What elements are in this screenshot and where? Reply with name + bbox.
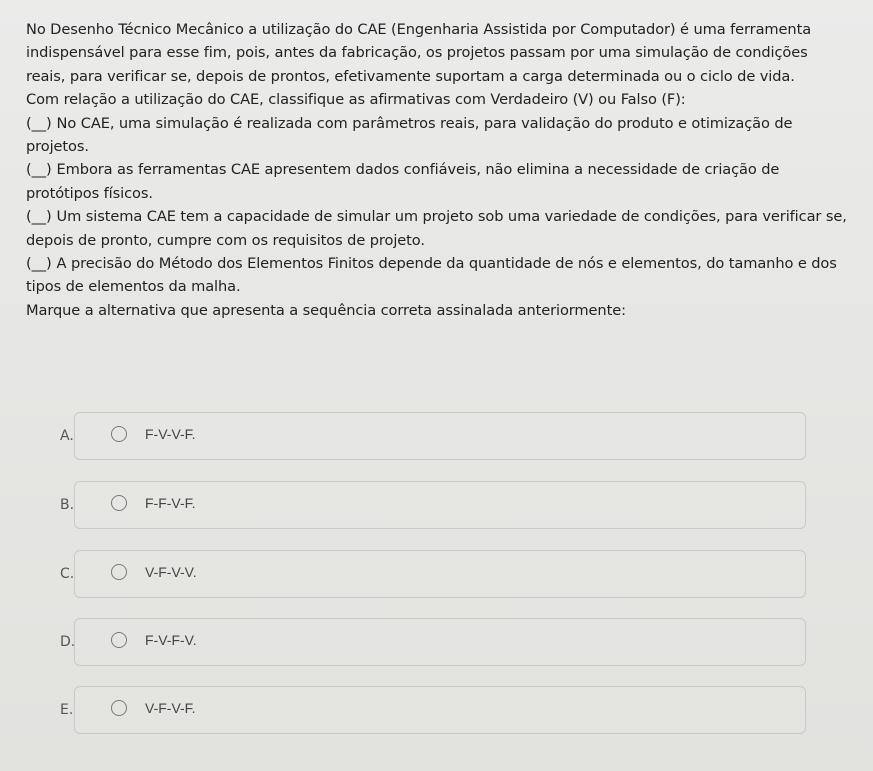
radio-unselected-icon[interactable] xyxy=(111,632,127,648)
option-text: F-F-V-F. xyxy=(145,495,196,511)
option-text: F-V-F-V. xyxy=(145,632,197,648)
option-letter: C. xyxy=(60,566,75,582)
question-intro: No Desenho Técnico Mecânico a utilização do CAE (Engenharia Assistida por Computador) é uma ferramenta indispensável para esse fim, pois, antes da fabricação, os projetos passam por uma simulação de condições reais, para verificar se, depois de prontos, efetivamente suportam a carga determinada ou o ciclo de vida. xyxy=(26,21,812,85)
option-d[interactable] xyxy=(60,618,810,666)
option-text: V-F-V-V. xyxy=(145,564,197,580)
option-b[interactable] xyxy=(60,481,810,529)
option-box[interactable] xyxy=(74,412,806,460)
radio-unselected-icon[interactable] xyxy=(111,426,127,442)
option-letter: D. xyxy=(60,634,76,650)
statement-text: A precisão do Método dos Elementos Finitos depende da quantidade de nós e elementos, do tamanho e dos tipos de elementos da malha. xyxy=(26,255,837,296)
question-instruction: Com relação a utilização do CAE, classifique as afirmativas com Verdadeiro (V) ou Falso (F): xyxy=(26,91,686,109)
radio-unselected-icon[interactable] xyxy=(111,700,127,716)
option-text: V-F-V-F. xyxy=(145,700,196,716)
statement-text: Um sistema CAE tem a capacidade de simular um projeto sob uma variedade de condições, para verificar se, depois de pronto, cumpre com os requisitos de projeto. xyxy=(26,208,847,249)
question-prompt: Marque a alternativa que apresenta a sequência correta assinalada anteriormente: xyxy=(26,301,626,319)
option-text: F-V-V-F. xyxy=(145,426,196,442)
radio-unselected-icon[interactable] xyxy=(111,564,127,580)
option-e[interactable] xyxy=(60,686,810,734)
answer-blank: (__) xyxy=(26,208,52,226)
option-a[interactable] xyxy=(60,412,810,460)
option-letter: E. xyxy=(60,702,74,718)
answer-blank: (__) xyxy=(26,114,52,132)
statement-text: No CAE, uma simulação é realizada com parâmetros reais, para validação do produto e otimização de projetos. xyxy=(26,114,793,156)
option-box[interactable] xyxy=(74,550,806,598)
option-box[interactable] xyxy=(74,481,806,529)
option-letter: B. xyxy=(60,497,75,513)
statement-text: Embora as ferramentas CAE apresentem dados confiáveis, não elimina a necessidade de criação de protótipos físicos. xyxy=(26,161,780,202)
answer-blank: (__) xyxy=(26,255,52,273)
radio-unselected-icon[interactable] xyxy=(111,495,127,511)
option-box[interactable] xyxy=(74,686,806,734)
option-c[interactable] xyxy=(60,550,810,598)
option-letter: A. xyxy=(60,428,74,444)
answer-blank: (__) xyxy=(26,161,52,179)
option-box[interactable] xyxy=(74,618,806,666)
